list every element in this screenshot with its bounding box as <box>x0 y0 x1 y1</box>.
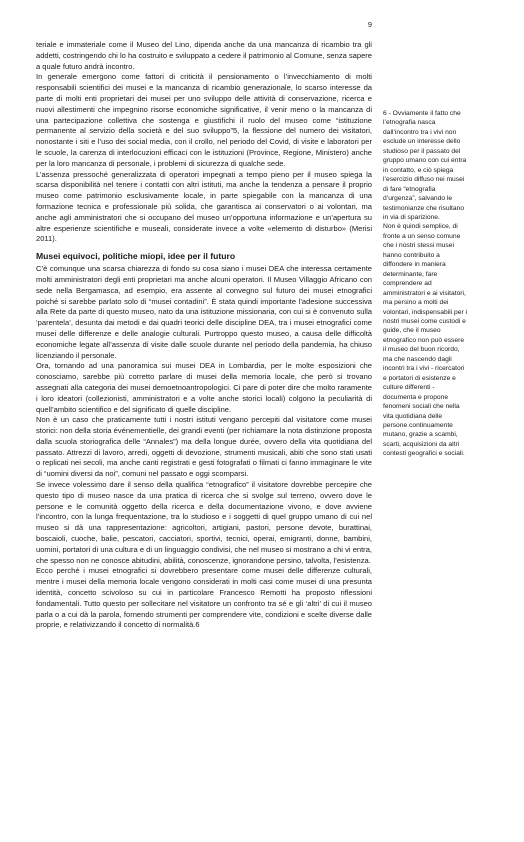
footnote-paragraph-2: Non è quindi semplice, di fronte a un senso comune che i nostri stessi musei hanno contribuito a diffondere in maniera determinante, fare comprendere ad amministratori e ai visitatori, ma persino a molti dei volontari, indispensabili per i nostri musei come custodi e guide, che il museo etnografico non può essere il museo del buon ricordo, ma che nascendo dagli incontri tra i vivi - ricercatori e portatori di esistenze e culture differenti - documenta e propone fenomeni sociali che nella vita quotidiana delle persone continuamente mutano, grazie a scambi, scarti, acquisizioni da altri contesti geografici e sociali. <box>383 223 468 458</box>
footnote-sidebar <box>383 109 467 459</box>
paragraph-8: Ecco perché i musei etnografici si dovrebbero presentare come musei delle differenze culturali, mentre i musei della memoria locale vengono considerati in molti casi come musei di una presunta identità, concetto scivoloso su cui in particolare Francesco Remotti ha proposto riflessioni fondamentali. Tutto questo per sollecitare nel visitatore un confronto tra sé e gli ‘altri’ di cui il museo parla o a cui dà la parola, fornendo strumenti per comprendere vite, condizioni e scelte diverse dalle proprie, e relativizzando il concetto di normalità.6 <box>36 566 372 630</box>
main-text-column <box>36 40 372 631</box>
paragraph-4: C’è comunque una scarsa chiarezza di fondo su cosa siano i musei DEA che interessa certamente molti amministratori degli enti proprietari ma anche alcuni operatori. Il Museo Villaggio Africano con sede nella Bergamasca, ad esempio, era assente al convegno sul futuro dei musei etnografici poiché si sarebbe parlato solo di “musei contadini”. È stata quindi importante l’adesione successiva alla Rete da parte di questo museo, nato da una istituzione missionaria, con cui si è convenuto sulla ‘parentela’, desunta dai metodi e dai quadri teorici delle discipline DEA, tra i musei etnografici come musei delle differenze e delle analogie culturali. Purtroppo questo museo, a causa delle difficoltà economiche legate all’assenza di visite dalle scuole durante nel periodo della pandemia, ha chiuso licenziando il personale. <box>36 264 372 360</box>
section-heading: Musei equivoci, politiche miopi, idee per il futuro <box>36 251 236 262</box>
page-number: 9 <box>367 20 372 29</box>
paragraph-6: Non è un caso che praticamente tutti i nostri istituti vengano percepiti dal visitatore come musei storici: non della storia événementielle, dei grandi eventi (per richiamare la nota distinzione proposta dalla scuola storiografica delle “Annales”) ma della longue durée, ovvero della vita quotidiana del passato. Attrezzi di lavoro, arredi, oggetti di devozione, strumenti musicali, abiti che sono stati usati o replicati nei secoli, ma anche canti registrati e gesti fotografati o filmati ci fanno immaginare le vite di “uomini diversi da noi”, comuni nel passato e oggi scomparsi. <box>36 415 372 479</box>
footnote-paragraph-1: 6 - Ovviamente il fatto che l’etnografia nasca dall’incontro tra i vivi non esclude un interesse dello studioso per il passato del gruppo umano con cui entra in contatto, e ciò spiega l’esercizio diffuso nei musei di fare “etnografia d’urgenza”, salvando le testimonianze che risultano in via di sparizione. <box>383 110 467 221</box>
paragraph-3: L’assenza pressoché generalizzata di operatori impegnati a tempo pieno per il museo spiega la scarsa disponibilità nel tenere i contatti con altri istituti, ma anche la tendenza a pensare il proprio museo come patrimonio esclusivamente locale, in parte spiegabile con la mancanza di una formazione tecnica e professionale più solida, che garantisca ai conservatori o ai volontari, ma anche agli amministratori che si occupano del museo un’opportuna informazione e un’apertura su altre esperienze scientifiche e museali, considerate invece a volte «elemento di disturbo» (Merisi 2011). <box>36 169 372 244</box>
paragraph-1: teriale e immateriale come il Museo del Lino, dipenda anche da una mancanza di ricambio tra gli addetti, costringendo chi lo ha costruito e sviluppato a cedere il patrimonio al Comune, senza sapere a quale futuro andrà incontro. <box>36 40 372 71</box>
paragraph-5: Ora, tornando ad una panoramica sui musei DEA in Lombardia, per le molte esposizioni che conosciamo, sarebbe più corretto parlare di musei della memoria locale, che però si trovano assegnati alla categoria dei musei demoetnoantropologici. Ci pare di poter dire che molto raramente i loro ideatori (collezionisti, amministratori e a volte anche storici locali) colgono la peculiarità di quell’ambito scientifico e del significato di quelle discipline. <box>36 361 372 414</box>
paragraph-7: Se invece volessimo dare il senso della qualifica “etnografico” il visitatore dovrebbe percepire che questo tipo di museo nasce da una pratica di ricerca che si svolge sul terreno, ovvero dove le persone e le comunità oggetto della ricerca e della documentazione vivono, e dove avviene l’incontro, con la lunga frequentazione, tra lo studioso e i soggetti di quel gruppo umano di cui nel museo si dà una rappresentazione: agricoltori, artigiani, pastori, persone devote, burattinai, boscaioli, cuoche, balie, pescatori, cacciatori, sportivi, tecnici, operai, emigranti, donne, bambini, uomini, portatori di una cultura e di un linguaggio condivisi, che nel museo si mostrano a chi vi entra, che spesso non ne conosce abitudini, abilità, conoscenze, ignorandone persino, talvolta, l’esistenza. <box>36 480 372 565</box>
paragraph-2: In generale emergono come fattori di criticità il pensionamento o l’invecchiamento di molti responsabili scientifici dei musei e la mancanza di ricambio generazionale, lo scarso interesse da parte di molti enti proprietari dei musei per uno sviluppo delle attività di conservazione, ricerca e nuovi allestimenti che impegnino risorse economiche significative, il venir meno o la mancanza di una partecipazione collettiva che sostenga e giustifichi il ruolo del museo come “istituzione permanente al servizio della società e del suo sviluppo”5, la flessione del numero dei visitatori, nonostante i siti e l’uso dei social media, con il crollo, nel periodo del Covid, di visite e laboratori per le scuole, la carenza di interlocuzioni efficaci con le istituzioni (Province, Regione, Ministero) anche per la loro mancanza di personale, i problemi di sicurezza di qualche sede. <box>36 72 372 168</box>
